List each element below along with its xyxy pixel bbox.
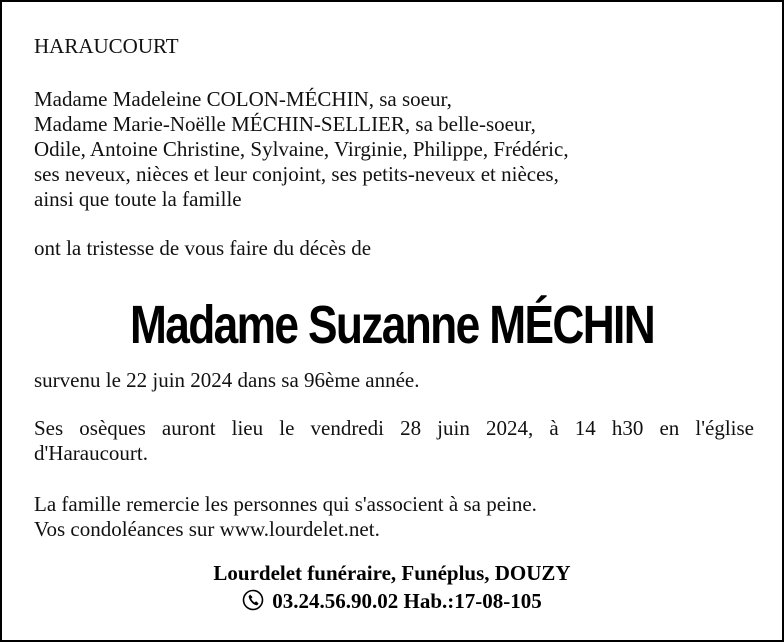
condolences-line: Vos condoléances sur www.lourdelet.net.: [34, 517, 380, 541]
announcement-intro: ont la tristesse de vous faire du décès de: [34, 236, 372, 260]
funeral-line: Ses osèques auront lieu le vendredi 28 juin 2024, à 14 h30 en l'église: [34, 416, 754, 440]
death-details: survenu le 22 juin 2024 dans sa 96ème année.: [34, 368, 420, 392]
phone-icon: [242, 589, 266, 611]
funeral-home-contact: [2, 589, 782, 614]
family-line: Madame Madeleine COLON-MÉCHIN, sa soeur,: [34, 87, 452, 111]
funeral-line: d'Haraucourt.: [34, 441, 148, 465]
phone-numbers: 03.24.56.90.02 Hab.:17-08-105: [272, 589, 542, 613]
town-name: HARAUCOURT: [34, 34, 179, 58]
family-line: ainsi que toute la famille: [34, 187, 242, 211]
funeral-details: [34, 416, 754, 441]
family-line: ses neveux, nièces et leur conjoint, ses petits-neveux et nièces,: [34, 162, 559, 186]
family-line: Madame Marie-Noëlle MÉCHIN-SELLIER, sa belle-soeur,: [34, 112, 536, 136]
deceased-name: Madame Suzanne MÉCHIN: [129, 295, 655, 355]
thanks-line: La famille remercie les personnes qui s'associent à sa peine.: [34, 492, 537, 516]
funeral-home-name: Lourdelet funéraire, Funéplus, DOUZY: [213, 561, 571, 585]
family-line: Odile, Antoine Christine, Sylvaine, Virginie, Philippe, Frédéric,: [34, 137, 569, 161]
